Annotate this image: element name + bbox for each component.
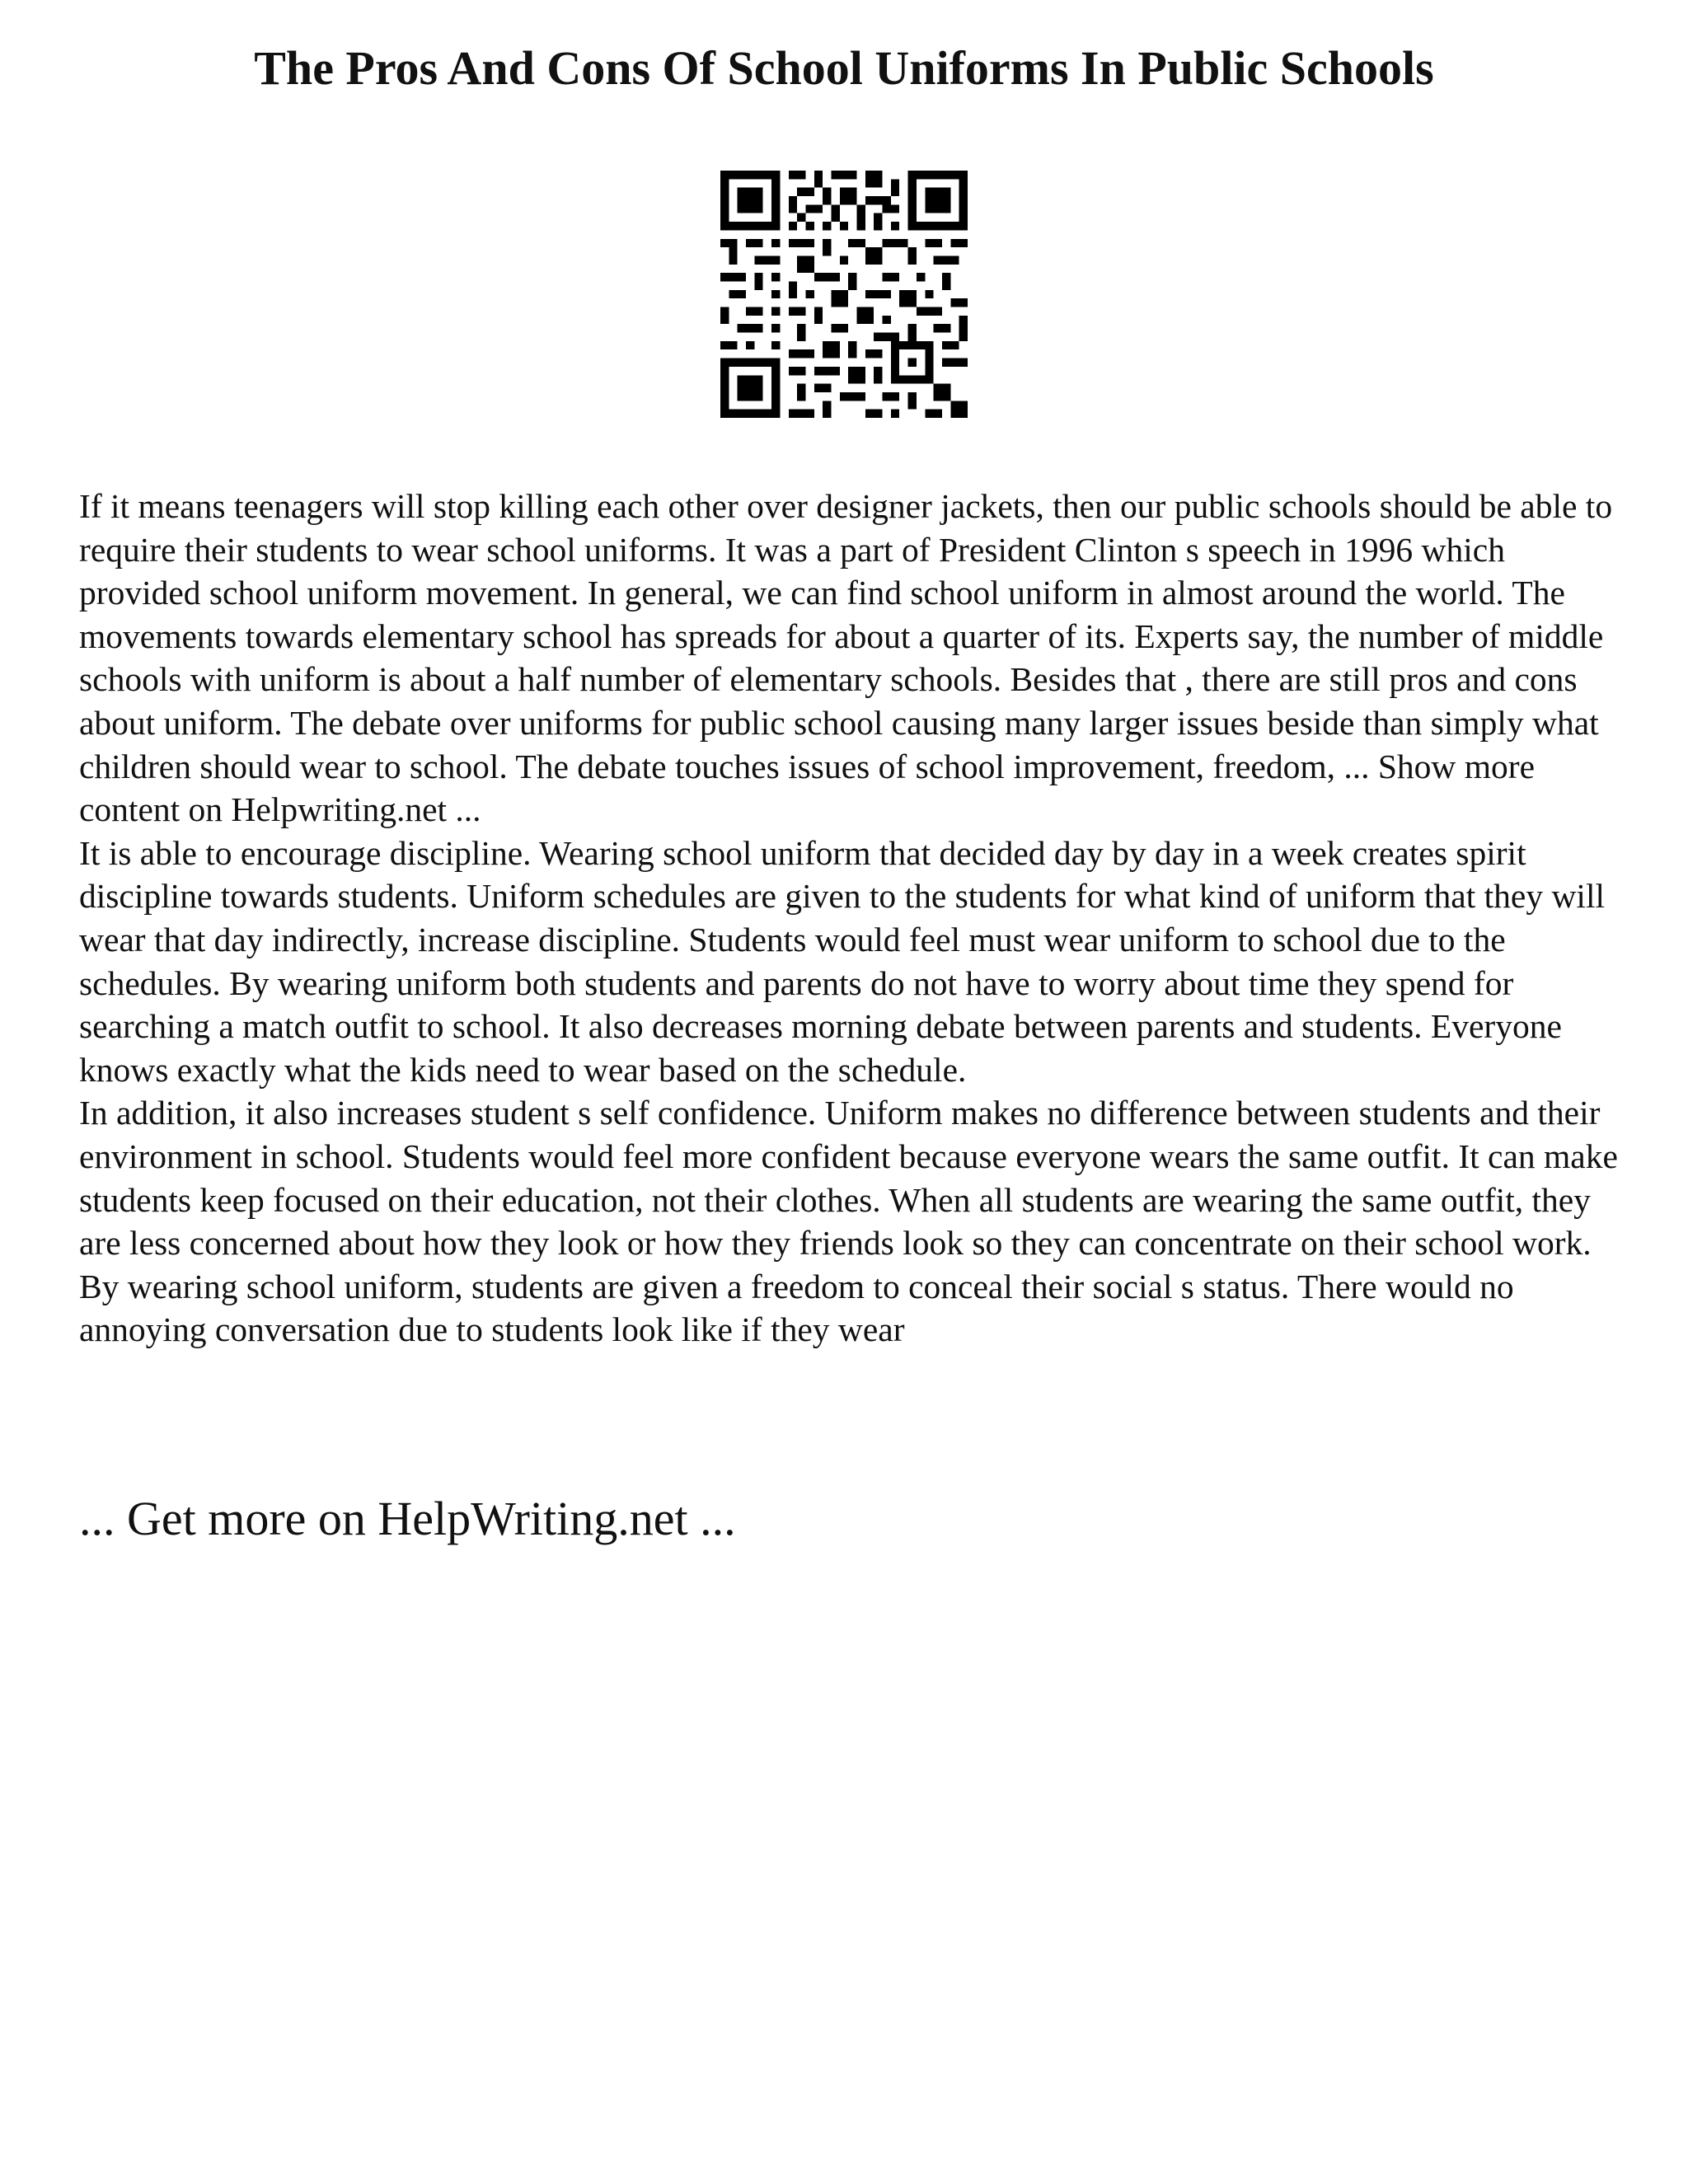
get-more-link[interactable]: ... Get more on HelpWriting.net ... <box>79 1492 736 1545</box>
essay-body <box>79 485 1620 1352</box>
essay-paragraph-2: It is able to encourage discipline. Wearing school uniform that decided day by day in a week creates spirit discipline towards students. Uniform schedules are given to the students for what kind of uniform that they will wear that day indirectly, increase discipline. Students would feel must wear uniform to school due to the schedules. By wearing uniform both students and parents do not have to worry about time they spend for searching a match outfit to school. It also decreases morning debate between parents and students. Everyone knows exactly what the kids need to wear based on the schedule. <box>79 833 1606 1089</box>
qr-code-icon <box>720 171 968 418</box>
essay-paragraph-1: If it means teenagers will stop killing each other over designer jackets, then our public schools should be able to require their students to wear school uniforms. It was a part of President Clinton s speech in 1996 which provided school uniform movement. In general, we can find school uniform in almost around the world. The movements towards elementary school has spreads for about a quarter of its. Experts say, the number of middle schools with uniform is about a half number of elementary schools. Besides that , there are still pros and cons about uniform. The debate over uniforms for public school causing many larger issues beside than simply what children should wear to school. The debate touches issues of school improvement, freedom, ... Show more content on Helpwriting.net ... <box>79 487 1613 829</box>
document-title: The Pros And Cons Of School Uniforms In Public Schools <box>254 41 1434 95</box>
essay-paragraph-3: In addition, it also increases student s self confidence. Uniform makes no difference between students and their environment in school. Students would feel more confident because everyone wears the same outfit. It can make students keep focused on their education, not their clothes. When all students are wearing the same outfit, they are less concerned about how they look or how they friends look so they can concentrate on their school work. By wearing school uniform, students are given a freedom to conceal their social s status. There would no annoying conversation due to students look like if they wear <box>79 1094 1618 1349</box>
